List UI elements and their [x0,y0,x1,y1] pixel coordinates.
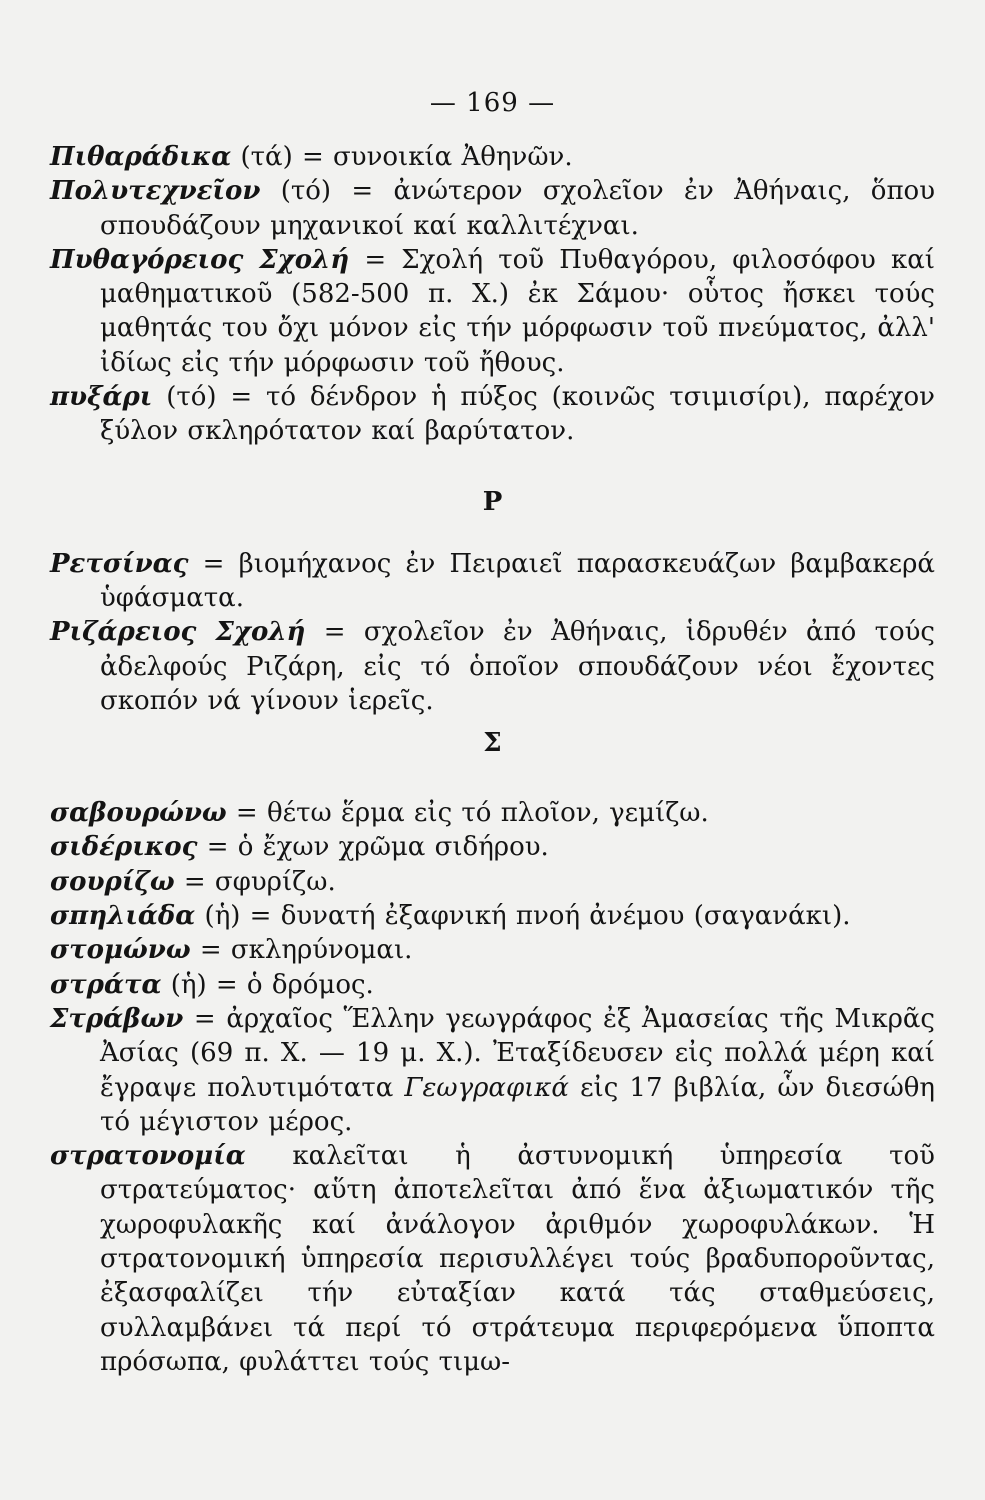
definition: (τό) = τό δένδρον ἡ πύξος (κοινῶς τσιμισίρι), παρέχον ξύλον σκληρότατον καί βαρύτατον. [100,382,935,447]
headword: στράτα [50,969,162,1000]
entry-pythagoreios-scholi [50,243,935,380]
definition: = σφυρίζω. [174,866,336,897]
headword: πυξάρι [50,382,153,413]
book-page [50,88,935,1379]
entry-spiliada [50,899,935,933]
headword: Πολυτεχνεῖον [50,176,261,207]
entry-pitharadika [50,140,935,174]
entry-siderikos [50,830,935,864]
definition: = σχολεῖον ἐν Ἀθήναις, ἱδρυθέν ἀπό τούς ἀδελφούς Ριζάρη, εἰς τό ὁποῖον σπουδάζουν νέοι ἔχοντες σκοπόν νά γίνουν ἱερεῖς. [100,617,935,716]
entry-strabon [50,1002,935,1139]
headword: σαβουρώνω [50,798,227,829]
headword: Ριζάρειος Σχολή [50,617,306,648]
entry-strata [50,968,935,1002]
section-letter-r: Ρ [482,486,503,517]
definition: = ὁ ἔχων χρῶμα σιδήρου. [197,832,549,863]
headword: σιδέρικος [50,832,198,863]
definition: = σκληρύνομαι. [190,935,413,966]
headword: Ρετσίνας [50,548,189,579]
headword: σπηλιάδα [50,901,196,932]
headword: Πιθαράδικα [50,142,232,172]
headword: Πυθαγόρειος Σχολή [50,244,350,275]
definition: (τό) = ἀνώτερον σχολεῖον ἐν Ἀθήναις, ὅπου σπουδάζουν μηχανικοί καί καλλιτέχναι. [100,176,935,241]
entry-pyxari [50,380,935,449]
definition: (τά) = συνοικία Ἀθηνῶν. [231,142,573,172]
page-number: — 169 — [429,88,556,118]
entry-polytechneion [50,174,935,243]
headword: στομώνω [50,935,191,966]
definition: = Σχολή τοῦ Πυθαγόρου, φιλοσόφου καί μαθηματικοῦ (582-500 π. Χ.) ἐκ Σάμου· οὗτος ἤσκει τούς μαθητάς του ὄχι μόνον εἰς τήν μόρφωσιν τοῦ πνεύματος, ἀλλ' ἰδίως εἰς τήν μόρφωσιν τοῦ ἤθους. [100,244,935,378]
headword: στρατονομία [50,1141,246,1172]
entry-rizareios-scholi [50,615,935,718]
definition: (ἡ) = ὁ δρόμος. [161,969,374,1000]
section-letter-s: Σ [483,728,502,759]
headword: σουρίζω [50,866,175,897]
entry-savouronο [50,796,935,830]
entry-stratonomia [50,1139,935,1379]
entry-stomono [50,933,935,967]
headword: Στράβων [50,1003,184,1034]
definition: (ἡ) = δυνατή ἐξαφνική πνοή ἀνέμου (σαγανάκι). [195,901,851,932]
definition: = ἀρχαῖος Ἕλλην γεωγράφος ἐξ Ἀμασείας τῆς Μικρᾶς Ἀσίας (69 π. Χ. — 19 μ. Χ.). Ἐταξίδευσεν εἰς πολλά μέρη καί ἔγραψε πολυτιμότατα [100,1003,935,1103]
definition-end: εἰς 17 βιβλία, ὧν διεσώθη τό μέγιστον μέρος. [100,1072,935,1137]
definition: = θέτω ἕρμα εἰς τό πλοῖον, γεμίζω. [226,798,709,829]
book-title: Γεωγραφικά [404,1072,569,1103]
definition: = βιομήχανος ἐν Πειραιεῖ παρασκευάζων βαμβακερά ὑφάσματα. [100,548,935,613]
definition: καλεῖται ἡ ἀστυνομική ὑπηρεσία τοῦ στρατεύματος· αὕτη ἀποτελεῖται ἀπό ἕνα ἀξιωματικόν τῆς χωροφυλακῆς καί ἀνάλογον ἀριθμόν χωροφυλάκων. Ἡ στρατονομική ὑπηρεσία περισυλλέγει τούς βραδυποροῦντας, ἐξασφαλίζει τήν εὐταξίαν κατά τάς σταθμεύσεις, συλλαμβάνει τά περί τό στράτευμα περιφερόμενα ὕποπτα πρόσωπα, φυλάττει τούς τιμω- [100,1141,935,1377]
entry-retsinas [50,547,935,616]
entry-sourizo [50,865,935,899]
